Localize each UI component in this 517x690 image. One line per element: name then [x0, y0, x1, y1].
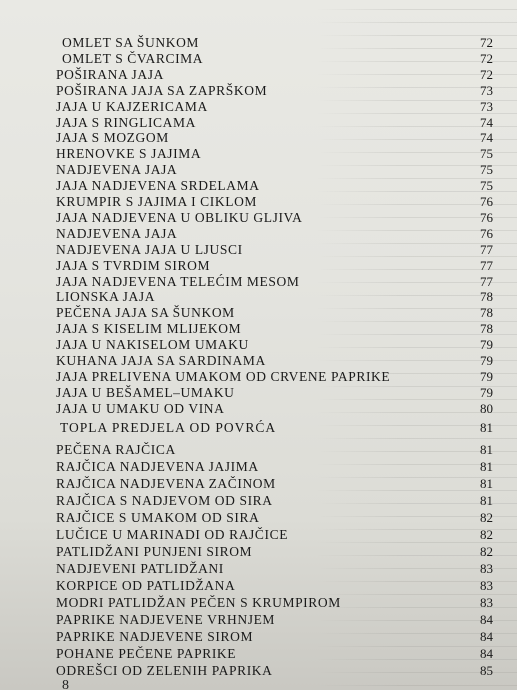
toc-entry-page-number: 83 [480, 578, 493, 593]
toc-entry-title: POHANE PEČENE PAPRIKE [56, 646, 237, 661]
toc-entry-title: JAJA S RINGLICAMA [56, 115, 196, 130]
toc-entry-page-number: 80 [480, 401, 493, 416]
toc-entry-title: RAJČICA NADJEVENA JAJIMA [56, 459, 259, 474]
toc-entry-title: TOPLA PREDJELA OD POVRĆA [60, 420, 277, 435]
toc-entry [56, 628, 517, 646]
toc-entry-page-number: 79 [480, 369, 493, 384]
toc-entry [56, 560, 517, 578]
toc-entry-title: NADJEVENI PATLIDŽANI [56, 561, 224, 576]
toc-entry [56, 492, 517, 510]
toc-entry-title: PATLIDŽANI PUNJENI SIROM [56, 544, 253, 559]
toc-entry-title: NADJEVENA JAJA [56, 162, 178, 177]
toc-entry [56, 400, 517, 418]
toc-entry-page-number: 85 [480, 663, 493, 678]
toc-entry-title: OMLET SA ŠUNKOM [62, 35, 200, 50]
toc-entry [56, 645, 517, 663]
toc-entry-title: JAJA S KISELIM MLIJEKOM [56, 321, 242, 336]
toc-entry-title: KUHANA JAJA SA SARDINAMA [56, 353, 266, 368]
toc-entry [56, 662, 517, 680]
toc-entry-page-number: 79 [480, 385, 493, 400]
toc-entry-title: JAJA NADJEVENA TELEĆIM MESOM [56, 274, 300, 289]
toc-entry-page-number: 75 [480, 178, 493, 193]
toc-entry-page-number: 82 [480, 527, 493, 542]
toc-entry-page-number: 77 [480, 258, 493, 273]
toc-entry-title: JAJA S MOZGOM [56, 130, 169, 145]
toc-entry [56, 475, 517, 493]
toc-entry-page-number: 72 [480, 67, 493, 82]
toc-entry [56, 543, 517, 561]
toc-entry-title: JAJA U KAJZERICAMA [56, 99, 208, 114]
toc-entry-title: JAJA U BEŠAMEL–UMAKU [56, 385, 235, 400]
toc-entry-page-number: 83 [480, 595, 493, 610]
toc-entry-title: HRENOVKE S JAJIMA [56, 146, 202, 161]
toc-entry-title: LIONSKA JAJA [56, 289, 156, 304]
toc-entry-title: PAPRIKE NADJEVENE VRHNJEM [56, 612, 276, 627]
toc-entry-title: NADJEVENA JAJA U LJUSCI [56, 242, 243, 257]
toc-entry-page-number: 76 [480, 194, 493, 209]
toc-entry-title: PEČENA RAJČICA [56, 442, 176, 457]
toc-entry-page-number: 83 [480, 561, 493, 576]
toc-entry-page-number: 81 [480, 476, 493, 491]
toc-entry-page-number: 84 [480, 612, 493, 627]
toc-entry-page-number: 84 [480, 629, 493, 644]
toc-entry-title: JAJA U UMAKU OD VINA [56, 401, 225, 416]
toc-entry-page-number: 78 [480, 321, 493, 336]
toc-entry-page-number: 81 [480, 420, 493, 435]
toc-entry-title: JAJA NADJEVENA U OBLIKU GLJIVA [56, 210, 303, 225]
toc-entry [56, 509, 517, 527]
toc-entry-page-number: 77 [480, 242, 493, 257]
toc-entry-page-number: 74 [480, 115, 493, 130]
toc-entry-page-number: 75 [480, 162, 493, 177]
toc-entry-title: RAJČICA S NADJEVOM OD SIRA [56, 493, 273, 508]
toc-entry [56, 577, 517, 595]
toc-entry-page-number: 76 [480, 210, 493, 225]
page-folio-number: 8 [62, 678, 69, 690]
toc-entry-page-number: 75 [480, 146, 493, 161]
toc-entry [56, 458, 517, 476]
toc-entry-title: JAJA U NAKISELOM UMAKU [56, 337, 249, 352]
toc-entry-title: ODREŠCI OD ZELENIH PAPRIKA [56, 663, 273, 678]
toc-entry-page-number: 81 [480, 442, 493, 457]
toc-section-heading [56, 419, 517, 437]
toc-entry-page-number: 78 [480, 289, 493, 304]
toc-entry-title: KRUMPIR S JAJIMA I CIKLOM [56, 194, 258, 209]
toc-entry-page-number: 79 [480, 353, 493, 368]
toc-entry-page-number: 81 [480, 493, 493, 508]
toc-entry-page-number: 78 [480, 305, 493, 320]
toc-entry-title: RAJČICE S UMAKOM OD SIRA [56, 510, 260, 525]
toc-entry-page-number: 79 [480, 337, 493, 352]
toc-entry-title: PEČENA JAJA SA ŠUNKOM [56, 305, 235, 320]
toc-entry-title: LUČICE U MARINADI OD RAJČICE [56, 527, 289, 542]
toc-entry-title: RAJČICA NADJEVENA ZAČINOM [56, 476, 276, 491]
toc-entry [56, 526, 517, 544]
toc-entry-title: JAJA NADJEVENA SRDELAMA [56, 178, 260, 193]
toc-entry-title: POŠIRANA JAJA [56, 67, 164, 82]
toc-entry-title: JAJA S TVRDIM SIROM [56, 258, 211, 273]
toc-entry-title: JAJA PRELIVENA UMAKOM OD CRVENE PAPRIKE [56, 369, 391, 384]
toc-entry [56, 441, 517, 459]
toc-entry-title: NADJEVENA JAJA [56, 226, 178, 241]
toc-entry-page-number: 82 [480, 544, 493, 559]
toc-entry-title: KORPICE OD PATLIDŽANA [56, 578, 236, 593]
toc-entry-title: PAPRIKE NADJEVENE SIROM [56, 629, 254, 644]
toc-entry-page-number: 77 [480, 274, 493, 289]
toc-entry [56, 611, 517, 629]
toc-entry-page-number: 82 [480, 510, 493, 525]
toc-entry-page-number: 84 [480, 646, 493, 661]
toc-entry-page-number: 73 [480, 83, 493, 98]
toc-entry-page-number: 73 [480, 99, 493, 114]
toc-entry [56, 594, 517, 612]
toc-entry-title: OMLET S ČVARCIMA [62, 51, 204, 66]
toc-entry-page-number: 76 [480, 226, 493, 241]
toc-entry-title: POŠIRANA JAJA SA ZAPRŠKOM [56, 83, 268, 98]
toc-entry-page-number: 72 [480, 35, 493, 50]
toc-entry-page-number: 81 [480, 459, 493, 474]
toc-entry-page-number: 72 [480, 51, 493, 66]
toc-entry-page-number: 74 [480, 130, 493, 145]
toc-entry-title: MODRI PATLIDŽAN PEČEN S KRUMPIROM [56, 595, 341, 610]
